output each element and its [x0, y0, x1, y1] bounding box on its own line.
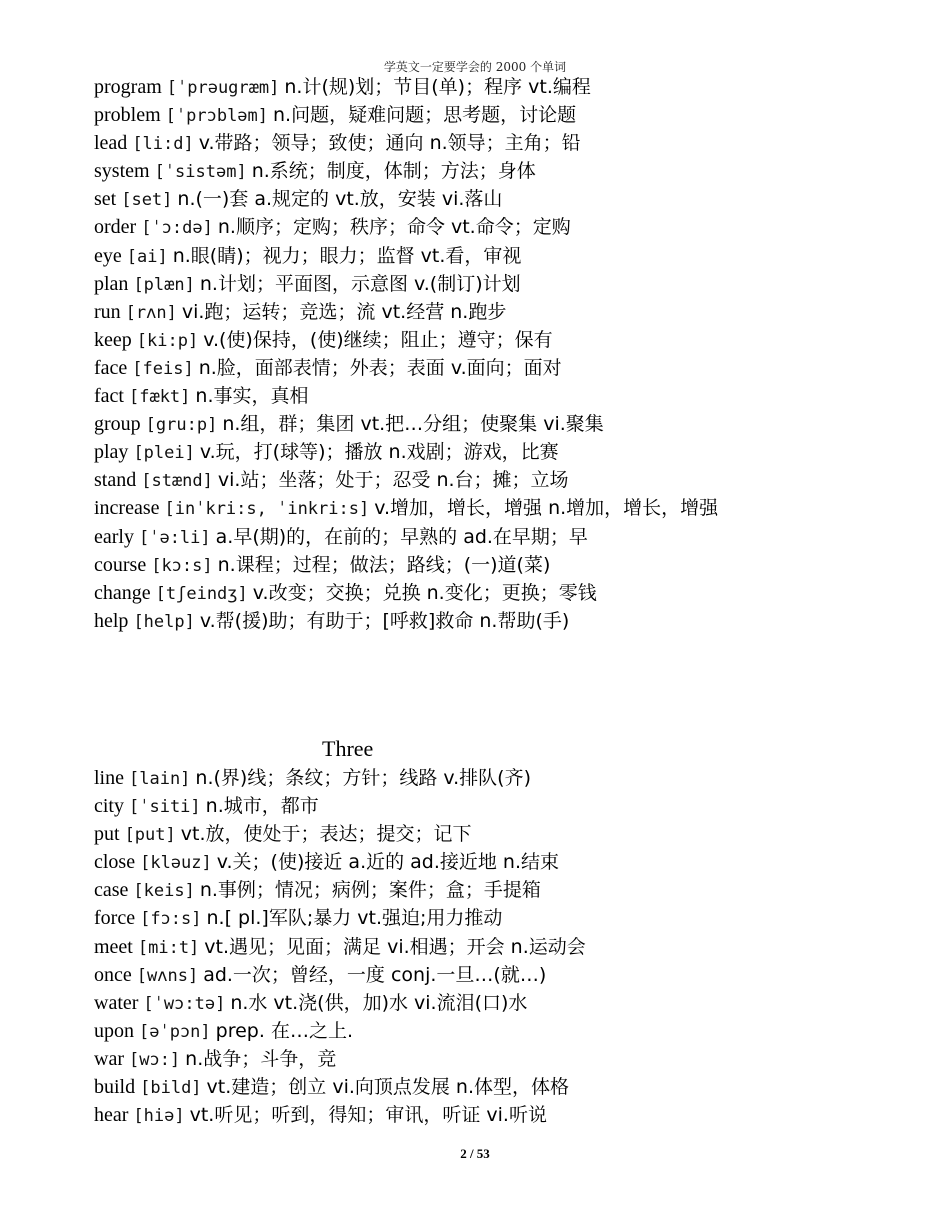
entry-word: increase: [94, 497, 160, 520]
entry-definition: n.事例；情况；病例；案件；盒；手提箱: [199, 879, 541, 902]
entry-definition: vi.跑；运转；竞选；流 vt.经营 n.跑步: [181, 300, 507, 323]
entry-pronunciation: [wɔ:]: [128, 1049, 181, 1070]
entry-definition: n.水 vt.浇(供，加)水 vi.流泪(口)水: [230, 991, 528, 1014]
entry-pronunciation: [keis]: [133, 881, 195, 902]
entry-word: close: [94, 851, 136, 874]
entry-pronunciation: [kləuz]: [140, 853, 212, 874]
entry-word: fact: [94, 385, 124, 408]
vocab-entry: [94, 242, 914, 270]
entry-pronunciation: [put]: [124, 825, 176, 846]
vocab-entry: [94, 73, 914, 101]
entry-pronunciation: [fɔ:s]: [140, 909, 202, 930]
entry-word: lead: [94, 132, 128, 155]
entry-definition: n.计划；平面图，示意图 v.(制订)计划: [199, 272, 521, 295]
entry-definition: n.计(规)划；节目(单)；程序 vt.编程: [284, 76, 591, 98]
entry-pronunciation: [ai]: [126, 246, 168, 267]
entry-pronunciation: [inˈkri:s, ˈinkri:s]: [164, 499, 370, 520]
vocab-entry: [94, 876, 914, 904]
entry-pronunciation: [əˈpɔn]: [139, 1021, 211, 1042]
entry-word: case: [94, 879, 129, 902]
entry-definition: ad.一次；曾经，一度 conj.一旦…(就…): [203, 963, 547, 986]
vocab-entry: [94, 326, 914, 354]
entry-definition: vt.放，使处于；表达；提交；记下: [180, 823, 472, 846]
page-header: 学英文一定要学会的 2000 个单词: [383, 60, 567, 74]
entry-pronunciation: [ˈprɔbləm]: [165, 106, 269, 127]
vocab-entry: [94, 298, 914, 326]
entry-definition: v.帮(援)助；有助于；[呼救]救命 n.帮助(手): [199, 609, 570, 632]
vocab-entry: [94, 1073, 914, 1101]
section-title: Three: [322, 736, 374, 761]
entry-pronunciation: [kɔ:s]: [151, 555, 213, 576]
entry-word: help: [94, 609, 129, 632]
entry-word: force: [94, 907, 136, 930]
vocab-entry: [94, 157, 914, 185]
entry-pronunciation: [li:d]: [132, 134, 194, 155]
entry-definition: n.组，群；集团 vt.把…分组；使聚集 vi.聚集: [222, 413, 604, 436]
entry-pronunciation: [ki:p]: [136, 330, 199, 351]
entry-word: order: [94, 216, 137, 239]
entry-pronunciation: [ˈsistəm]: [154, 162, 247, 183]
entry-word: meet: [94, 935, 133, 958]
entry-word: plan: [94, 272, 129, 295]
entry-pronunciation: [tʃeindʒ]: [155, 583, 248, 604]
entry-pronunciation: [ˈwɔ:tə]: [143, 993, 226, 1014]
entry-definition: v.带路；领导；致使；通向 n.领导；主角；铅: [198, 132, 581, 155]
entry-word: war: [94, 1047, 124, 1070]
entry-word: group: [94, 413, 141, 436]
entry-pronunciation: [mi:t]: [137, 937, 200, 958]
entry-word: problem: [94, 104, 161, 127]
entry-word: city: [94, 795, 124, 818]
entry-word: stand: [94, 469, 137, 492]
entry-word: change: [94, 581, 151, 604]
page-number: 2 / 53: [460, 1146, 490, 1161]
vocab-entry: [94, 438, 914, 466]
entry-word: line: [94, 767, 124, 789]
vocab-entry: [94, 989, 914, 1017]
vocab-entry: [94, 904, 914, 932]
vocab-entry: [94, 213, 914, 241]
entry-word: once: [94, 963, 132, 986]
vocab-entry: [94, 933, 914, 961]
entry-word: play: [94, 441, 129, 464]
entry-pronunciation: [help]: [133, 611, 195, 632]
vocab-entry: [94, 1017, 914, 1045]
entry-definition: n.课程；过程；做法；路线；(一)道(菜): [217, 553, 551, 576]
entry-pronunciation: [stænd]: [141, 471, 213, 492]
entry-pronunciation: [set]: [121, 190, 173, 211]
vocab-entry: [94, 494, 914, 522]
vocab-entry: [94, 382, 914, 410]
entry-word: run: [94, 300, 121, 323]
entry-pronunciation: [plei]: [133, 443, 195, 464]
entry-word: build: [94, 1076, 136, 1099]
entry-definition: vi.站；坐落；处于；忍受 n.台；摊；立场: [217, 469, 569, 492]
entry-word: put: [94, 823, 120, 846]
entry-definition: n.眼(睛)；视力；眼力；监督 vt.看，审视: [172, 244, 522, 267]
entry-definition: n.事实，真相: [195, 385, 309, 408]
vocab-entry: [94, 410, 914, 438]
entry-word: upon: [94, 1019, 134, 1042]
entry-word: set: [94, 188, 117, 211]
entry-word: hear: [94, 1104, 129, 1127]
entry-definition: n.系统；制度，体制；方法；身体: [251, 160, 536, 183]
entry-definition: vt.听见；听到，得知；审讯，听证 vi.听说: [189, 1104, 547, 1127]
entry-pronunciation: [hiə]: [133, 1106, 185, 1127]
entry-pronunciation: [lain]: [129, 769, 191, 789]
entry-word: system: [94, 160, 150, 183]
entry-word: eye: [94, 244, 122, 267]
entry-pronunciation: [gru:p]: [145, 415, 218, 436]
vocab-entry: [94, 101, 914, 129]
entry-definition: n.[ pl.]军队;暴力 vt.强迫;用力推动: [206, 907, 503, 930]
vocab-entry: [94, 579, 914, 607]
vocab-entry: [94, 961, 914, 989]
entry-pronunciation: [ˈɔ:də]: [141, 218, 213, 239]
vocab-entry: [94, 129, 914, 157]
entry-word: face: [94, 356, 128, 379]
entry-definition: n.脸，面部表情；外表；表面 v.面向；面对: [198, 356, 562, 379]
entry-definition: vt.建造；创立 vi.向顶点发展 n.体型，体格: [206, 1076, 570, 1099]
entry-pronunciation: [wʌns]: [136, 965, 199, 986]
vocab-entry: [94, 523, 914, 551]
entry-word: course: [94, 553, 147, 576]
entry-definition: n.城市，都市: [205, 795, 319, 818]
entry-definition: vt.遇见；见面；满足 vi.相遇；开会 n.运动会: [204, 935, 586, 958]
vocab-list-section-1: [94, 73, 914, 635]
vocab-entry: [94, 848, 914, 876]
entry-definition: v.玩，打(球等)；播放 n.戏剧；游戏，比赛: [199, 441, 559, 464]
entry-pronunciation: [bild]: [140, 1078, 202, 1099]
vocab-entry: [94, 270, 914, 298]
entry-pronunciation: [ˈprəugræm]: [166, 78, 280, 98]
entry-definition: a.早(期)的，在前的；早熟的 ad.在早期；早: [215, 525, 588, 548]
entry-pronunciation: [ˈə:li]: [138, 527, 211, 548]
entry-definition: n.问题，疑难问题；思考题，讨论题: [273, 104, 577, 127]
entry-word: program: [94, 76, 162, 98]
vocab-entry: [94, 607, 914, 635]
entry-definition: n.(界)线；条纹；方针；线路 v.排队(齐): [195, 767, 532, 789]
entry-definition: v.(使)保持，(使)继续；阻止；遵守；保有: [203, 328, 553, 351]
entry-definition: prep. 在…之上.: [215, 1019, 353, 1042]
vocab-list-section-2: [94, 764, 914, 1129]
entry-definition: v.关；(使)接近 a.近的 ad.接近地 n.结束: [216, 851, 560, 874]
vocab-entry: [94, 466, 914, 494]
vocab-entry: [94, 764, 914, 792]
entry-word: keep: [94, 328, 132, 351]
entry-word: water: [94, 991, 139, 1014]
entry-pronunciation: [plæn]: [133, 274, 195, 295]
entry-pronunciation: [rʌn]: [125, 302, 177, 323]
entry-pronunciation: [fækt]: [128, 387, 191, 408]
entry-pronunciation: [feis]: [132, 358, 194, 379]
vocab-entry: [94, 820, 914, 848]
entry-word: early: [94, 525, 134, 548]
vocab-entry: [94, 354, 914, 382]
entry-definition: n.战争；斗争，竞: [185, 1047, 337, 1070]
vocab-entry: [94, 185, 914, 213]
vocab-entry: [94, 1045, 914, 1073]
entry-definition: v.增加，增长，增强 n.增加，增长，增强: [374, 497, 719, 520]
vocab-entry: [94, 792, 914, 820]
entry-definition: n.顺序；定购；秩序；命令 vt.命令；定购: [217, 216, 571, 239]
vocab-entry: [94, 551, 914, 579]
entry-definition: v.改变；交换；兑换 n.变化；更换；零钱: [252, 581, 597, 604]
entry-pronunciation: [ˈsiti]: [129, 797, 201, 818]
entry-definition: n.(一)套 a.规定的 vt.放，安装 vi.落山: [177, 188, 503, 211]
vocab-entry: [94, 1101, 914, 1129]
